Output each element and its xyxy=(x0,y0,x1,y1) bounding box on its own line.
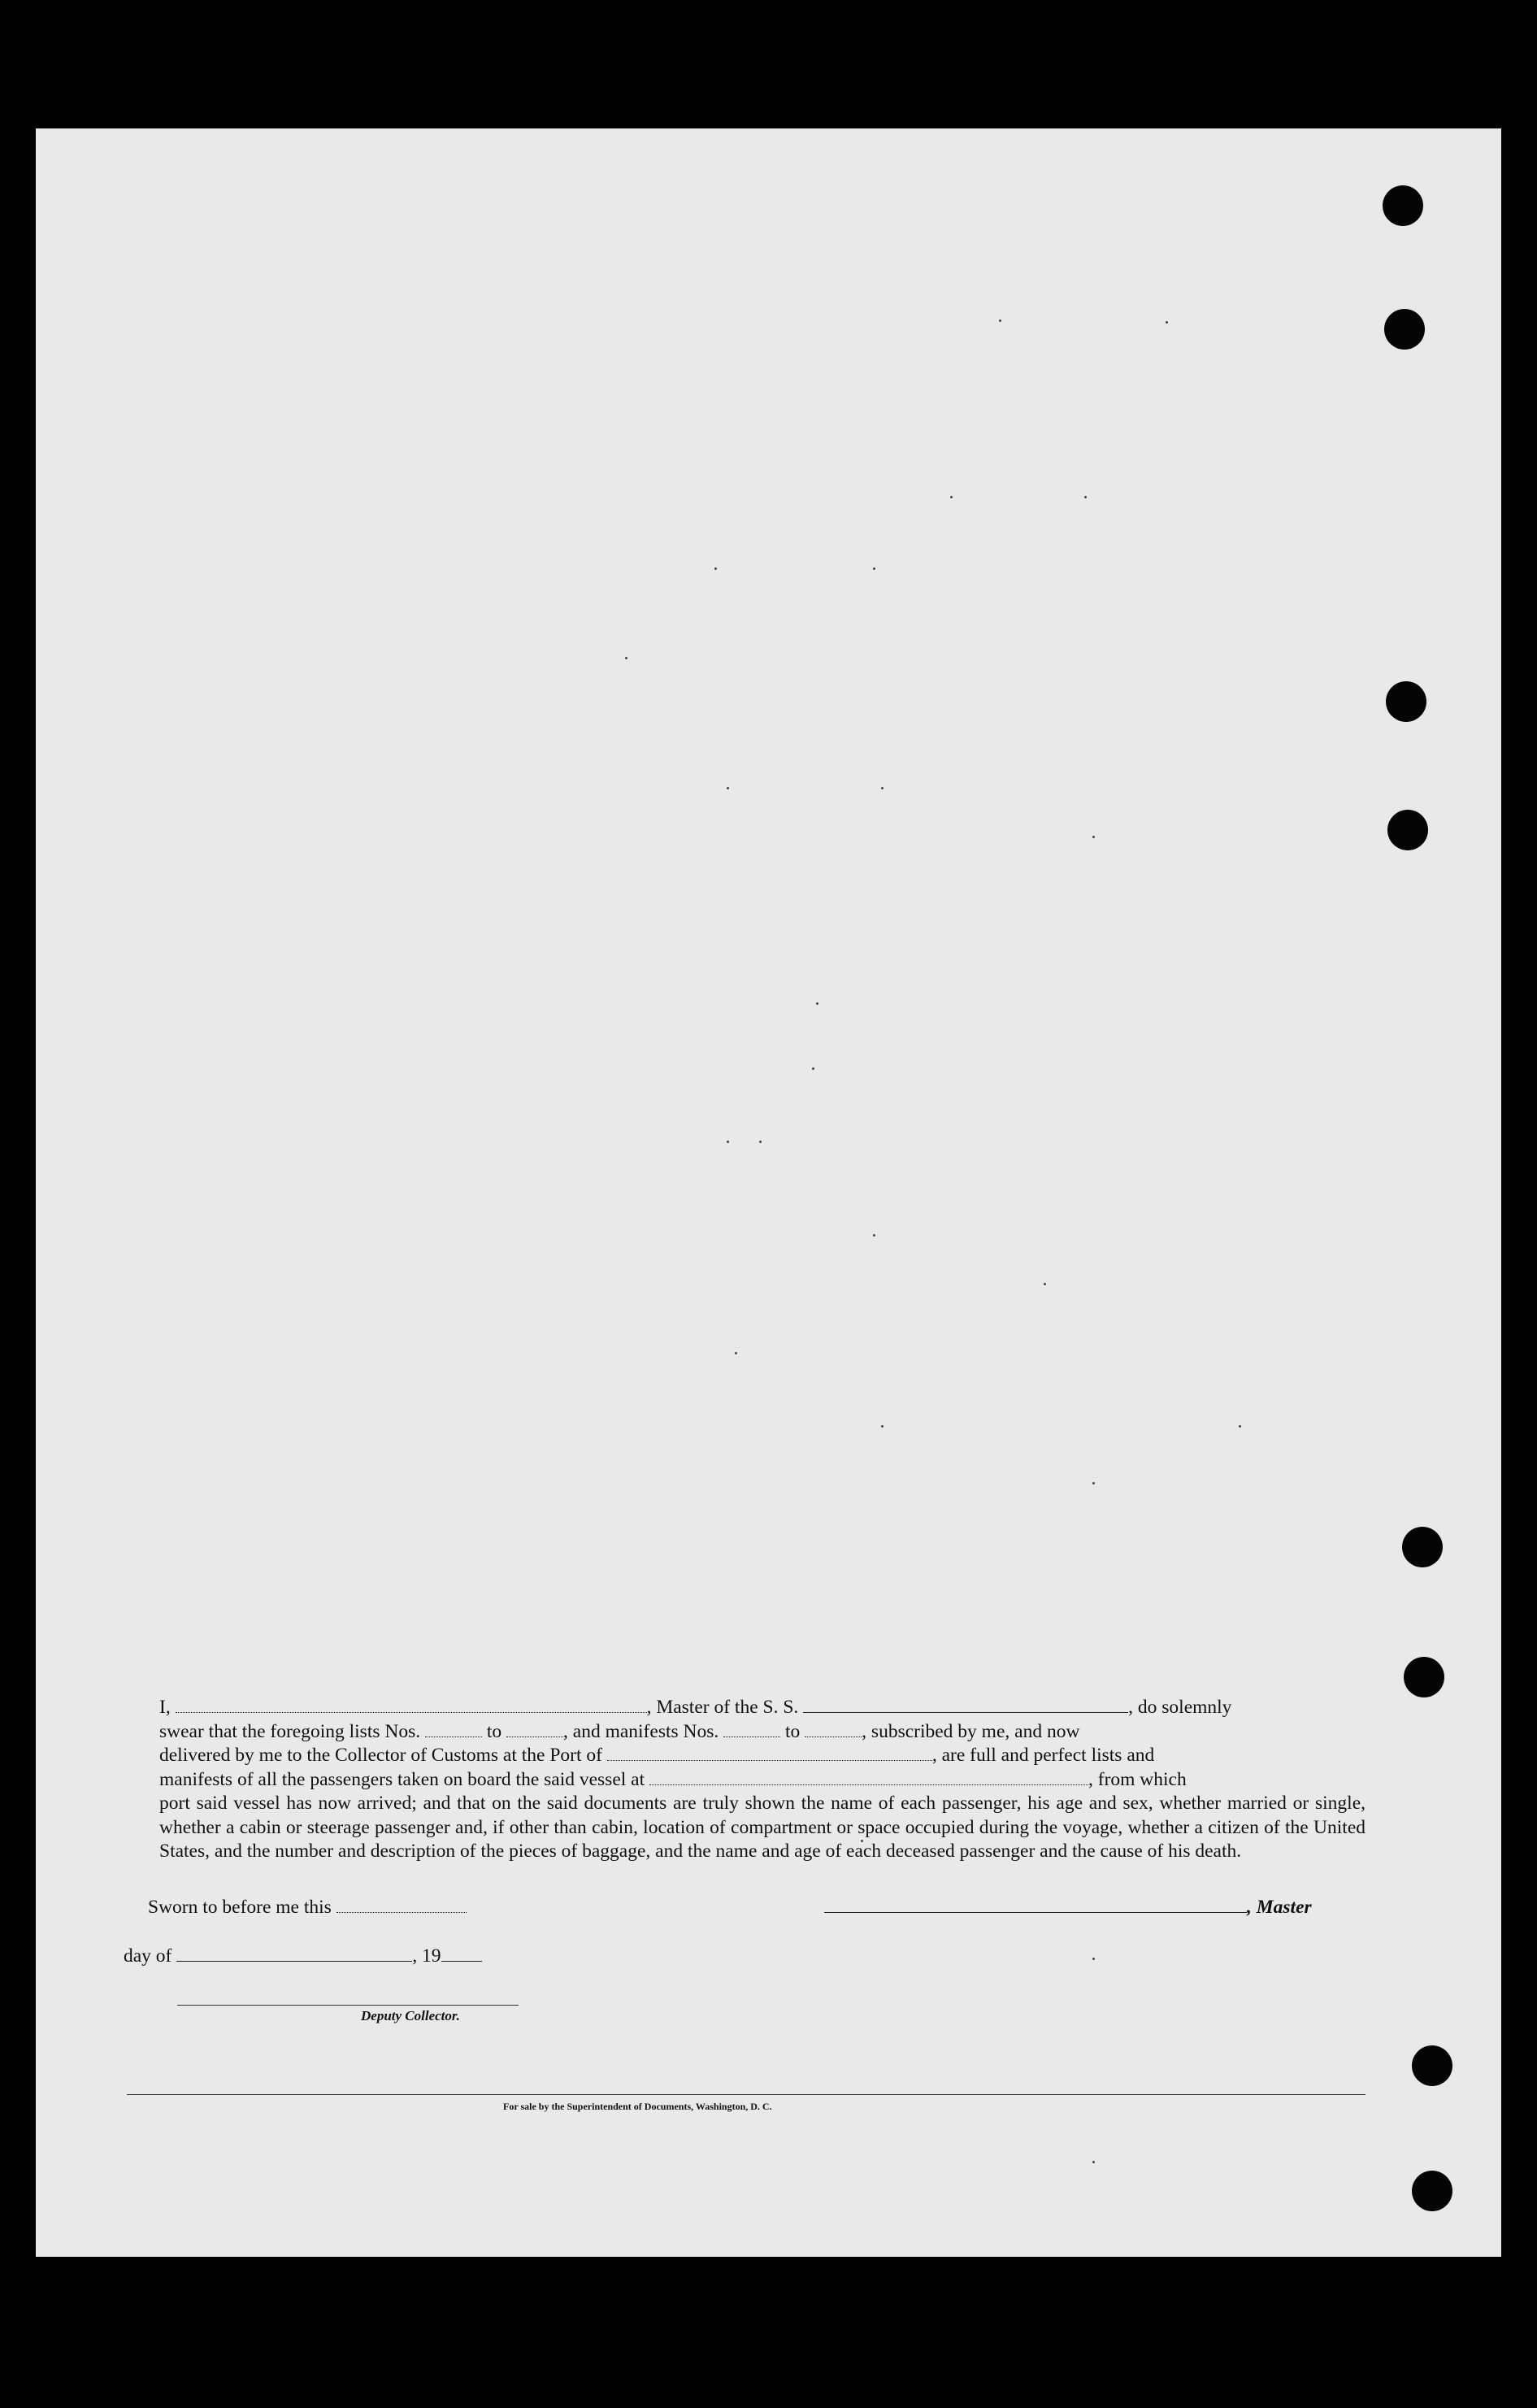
oath-master-of: , Master of the S. S. xyxy=(646,1697,799,1718)
scan-speck xyxy=(1239,1425,1241,1428)
oath-from-which: , from which xyxy=(1088,1768,1187,1790)
sworn-day-blank[interactable] xyxy=(336,1897,467,1913)
vessel-name-blank[interactable] xyxy=(803,1697,1128,1713)
oath-to: to xyxy=(486,1720,502,1742)
oath-i: I, xyxy=(159,1697,171,1718)
oath-line-3 xyxy=(159,1744,1365,1768)
scan-speck xyxy=(735,1352,737,1354)
oath-delivered: delivered by me to the Collector of Customs at the Port of xyxy=(159,1745,602,1766)
binder-hole-icon xyxy=(1384,309,1425,350)
oath-full-lists: , are full and perfect lists and xyxy=(931,1745,1155,1766)
master-name-blank[interactable] xyxy=(176,1697,647,1713)
master-signature-row xyxy=(824,1897,1312,1919)
scan-speck xyxy=(873,567,875,570)
scan-speck xyxy=(1092,2161,1095,2163)
scan-speck xyxy=(1084,496,1087,498)
scan-speck xyxy=(759,1141,762,1143)
oath-line-2 xyxy=(159,1720,1365,1745)
oath-line-4 xyxy=(159,1768,1365,1793)
scan-speck xyxy=(714,567,717,570)
binder-hole-icon xyxy=(1383,185,1423,226)
master-label: , Master xyxy=(1247,1897,1312,1918)
scan-speck xyxy=(625,657,627,659)
deputy-collector-line[interactable] xyxy=(177,2005,519,2006)
scan-speck xyxy=(1092,1958,1095,1960)
binder-hole-icon xyxy=(1387,810,1428,850)
scan-speck xyxy=(950,496,953,498)
scan-speck xyxy=(881,1425,884,1428)
list-from-blank[interactable] xyxy=(425,1722,482,1737)
oath-manifests-all: manifests of all the passengers taken on board the said vessel at xyxy=(159,1768,645,1790)
binder-hole-icon xyxy=(1386,681,1426,722)
manifest-from-blank[interactable] xyxy=(723,1722,780,1737)
form-page xyxy=(36,128,1501,2257)
oath-body: port said vessel has now arrived; and that on the said documents are truly shown the name of each passenger, his age and sex, whether married or single, whether a cabin or steerage passenger and, if other than cabin, location of compartment or space occupied during the voyage, whether a citizen of the United States, and the number and description of the pieces of baggage, and the name and age of each deceased passenger and the cause of his death. xyxy=(159,1793,1365,1862)
oath-paragraph xyxy=(159,1696,1365,1864)
printer-note: For sale by the Superintendent of Documents, Washington, D. C. xyxy=(503,2101,772,2112)
year-prefix: , 19 xyxy=(412,1945,441,1967)
oath-subscribed: , subscribed by me, and now xyxy=(862,1720,1080,1742)
departure-port-blank[interactable] xyxy=(649,1770,1088,1785)
year-blank[interactable] xyxy=(441,1946,482,1962)
scan-speck xyxy=(1092,1482,1095,1484)
scan-speck xyxy=(727,787,729,789)
scan-speck xyxy=(812,1067,814,1070)
binder-hole-icon xyxy=(1412,2171,1452,2211)
day-of-label: day of xyxy=(124,1945,172,1967)
scan-speck xyxy=(881,787,884,789)
scan-speck xyxy=(727,1141,729,1143)
binder-hole-icon xyxy=(1402,1527,1443,1567)
scan-speck xyxy=(999,319,1001,322)
oath-manifests: , and manifests Nos. xyxy=(563,1720,719,1742)
deputy-collector-label: Deputy Collector. xyxy=(361,2008,460,2023)
oath-solemnly: , do solemnly xyxy=(1128,1697,1232,1718)
scan-speck xyxy=(1044,1283,1046,1285)
master-signature-line[interactable] xyxy=(824,1897,1247,1913)
oath-line-1 xyxy=(159,1696,1365,1720)
scan-speck xyxy=(873,1234,875,1237)
scan-speck xyxy=(816,1002,818,1005)
scan-speck xyxy=(1092,836,1095,838)
manifest-to-blank[interactable] xyxy=(805,1722,862,1737)
port-blank[interactable] xyxy=(607,1745,932,1761)
binder-hole-icon xyxy=(1412,2045,1452,2086)
oath-swear: swear that the foregoing lists Nos. xyxy=(159,1720,421,1742)
month-blank[interactable] xyxy=(176,1946,412,1962)
day-of-row xyxy=(124,1945,482,1967)
oath-to: to xyxy=(785,1720,801,1742)
binder-hole-icon xyxy=(1404,1657,1444,1697)
sworn-label: Sworn to before me this xyxy=(148,1897,332,1918)
scan-speck xyxy=(1166,321,1168,324)
sworn-row xyxy=(148,1897,467,1919)
footer-rule xyxy=(127,2094,1365,2095)
list-to-blank[interactable] xyxy=(506,1722,563,1737)
